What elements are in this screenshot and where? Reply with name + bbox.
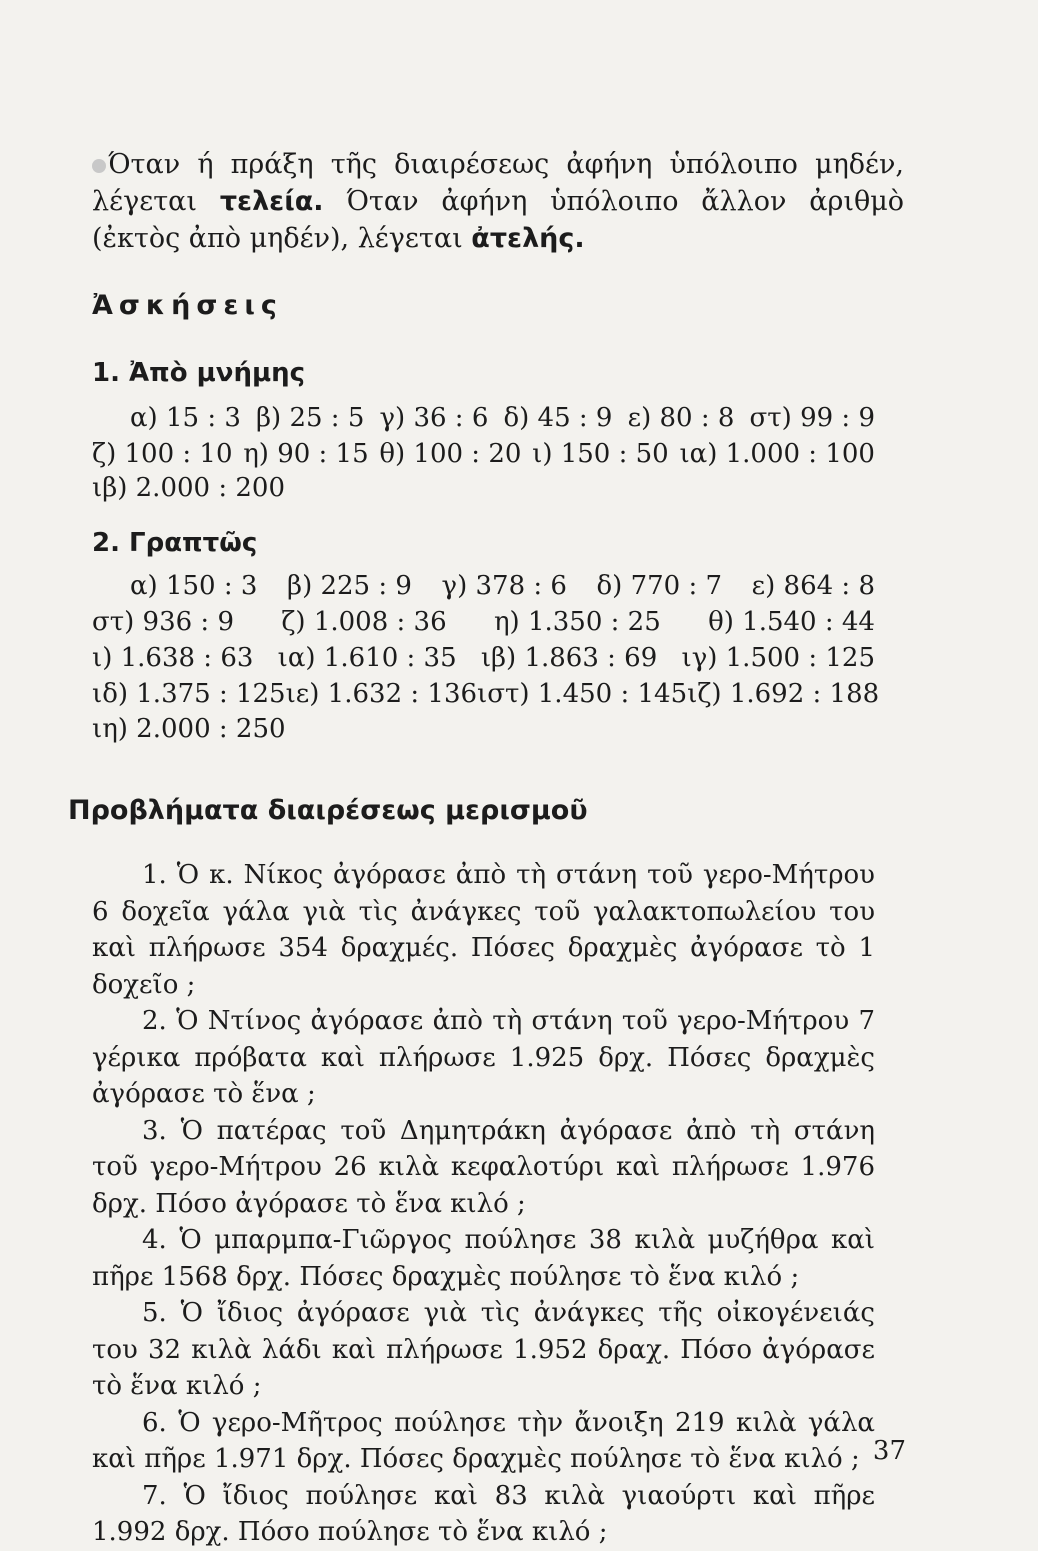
page-number: 37 — [872, 1436, 906, 1466]
exercise-item: ιστ) 1.450 : 145 — [477, 679, 688, 709]
exercise-item: α) 15 : 3 — [130, 403, 241, 433]
problem-item: 2. Ὁ Ντίνος ἀγόρασε ἀπὸ τὴ στάνη τοῦ γερο-Μήτρου 7 γέρικα πρόβατα καὶ πλήρωσε 1.925 δρχ. Πόσες δραχμὲς ἀγόρασε τὸ ἕνα ; — [92, 1006, 875, 1109]
exercises-heading: Ἀσκήσεις — [92, 290, 283, 321]
exercise-item: ιβ) 2.000 : 200 — [92, 473, 285, 503]
section2-line-4 — [92, 676, 880, 712]
exercise-item: ι) 150 : 50 — [532, 439, 669, 469]
exercise-item: δ) 770 : 7 — [596, 571, 723, 601]
exercise-item: ιβ) 1.863 : 69 — [480, 643, 658, 673]
problem-item: 6. Ὁ γερο-Μῆτρος πούλησε τὴν ἄνοιξη 219 κιλὰ γάλα καὶ πῆρε 1.971 δρχ. Πόσες δραχμὲς πούλησε τὸ ἕνα κιλό ; — [92, 1407, 875, 1474]
exercise-item: η) 1.350 : 25 — [493, 607, 661, 637]
exercise-item: β) 225 : 9 — [287, 571, 412, 601]
exercise-item: β) 25 : 5 — [256, 403, 365, 433]
section1-title: 1. Ἀπὸ μνήμης — [92, 358, 306, 388]
section2-line-2 — [92, 604, 875, 640]
exercise-item: ια) 1.610 : 35 — [277, 643, 457, 673]
section1-line-2 — [92, 436, 875, 472]
problem-item: 3. Ὁ πατέρας τοῦ Δημητράκη ἀγόρασε ἀπὸ τὴ στάνη τοῦ γερο-Μήτρου 26 κιλὰ κεφαλοτύρι καὶ πλήρωσε 1.976 δρχ. Πόσο ἀγόρασε τὸ ἕνα κιλό ; — [92, 1115, 875, 1219]
exercise-item: ε) 80 : 8 — [627, 403, 735, 433]
term-inexact: ἀτελής. — [471, 223, 585, 254]
exercise-item: θ) 1.540 : 44 — [708, 607, 875, 637]
problem-item: 5. Ὁ ἴδιος ἀγόρασε γιὰ τὶς ἀνάγκες τῆς οἰκογένειάς του 32 κιλὰ λάδι καὶ πλήρωσε 1.952 δραχ. Πόσο ἀγόρασε τὸ ἕνα κιλό ; — [92, 1298, 875, 1401]
exercise-item: ιδ) 1.375 : 125 — [92, 679, 286, 709]
intro-paragraph — [92, 146, 904, 257]
section2-title: 2. Γραπτῶς — [92, 528, 258, 558]
exercise-item: ιζ) 1.692 : 188 — [687, 679, 880, 709]
section2-line-3 — [92, 640, 875, 676]
exercise-item: στ) 99 : 9 — [749, 403, 875, 433]
exercise-item: γ) 36 : 6 — [379, 403, 489, 433]
exercise-item: ζ) 100 : 10 — [92, 439, 233, 469]
intro-text-1: Όταν ή πράξη τῆς διαιρέσεως ἀφήνη ὑπόλοιπο μηδέν, λέγεται — [92, 149, 904, 217]
exercise-item: ιη) 2.000 : 250 — [92, 714, 286, 744]
exercise-item: ιε) 1.632 : 136 — [285, 679, 478, 709]
exercise-item: δ) 45 : 9 — [503, 403, 613, 433]
exercise-item: θ) 100 : 20 — [379, 439, 522, 469]
exercise-item: στ) 936 : 9 — [92, 607, 234, 637]
bullet-dot-icon — [92, 159, 106, 173]
exercise-item: ζ) 1.008 : 36 — [281, 607, 447, 637]
exercise-item: ια) 1.000 : 100 — [679, 439, 875, 469]
intro-text-2: Όταν ἀφήνη ὑπόλοιπο ἄλλον ἀριθμὸ (ἐκτὸς ἀπὸ μηδέν), λέγεται — [92, 186, 904, 254]
section2-line-5 — [92, 711, 875, 747]
problems-heading: Προβλήματα διαιρέσεως μερισμοῦ — [68, 795, 588, 826]
problem-item: 7. Ὁ ἴδιος πούλησε καὶ 83 κιλὰ γιαούρτι καὶ πῆρε 1.992 δρχ. Πόσο πούλησε τὸ ἕνα κιλό ; — [92, 1480, 875, 1547]
problem-item: 1. Ὁ κ. Νίκος ἀγόρασε ἀπὸ τὴ στάνη τοῦ γερο-Μήτρου 6 δοχεῖα γάλα γιὰ τὶς ἀνάγκες τοῦ γαλακτοπωλείου του καὶ πλήρωσε 354 δραχμές. Πόσες δραχμὲς ἀγόρασε τὸ 1 δοχεῖο ; — [92, 860, 875, 1000]
term-exact: τελεία. — [219, 186, 324, 217]
section1-line-1 — [130, 400, 875, 436]
exercise-item: γ) 378 : 6 — [441, 571, 567, 601]
exercise-item: ε) 864 : 8 — [751, 571, 875, 601]
exercise-item: α) 150 : 3 — [130, 571, 258, 601]
problems-list — [92, 857, 875, 1551]
section2-line-1 — [130, 568, 875, 604]
section1-line-3 — [92, 470, 875, 506]
problem-item: 4. Ὁ μπαρμπα-Γιῶργος πούλησε 38 κιλὰ μυζήθρα καὶ πῆρε 1568 δρχ. Πόσες δραχμὲς πούλησε τὸ ἕνα κιλό ; — [92, 1225, 875, 1292]
exercise-item: η) 90 : 15 — [243, 439, 369, 469]
exercise-item: ιγ) 1.500 : 125 — [681, 643, 875, 673]
exercise-item: ι) 1.638 : 63 — [92, 643, 254, 673]
